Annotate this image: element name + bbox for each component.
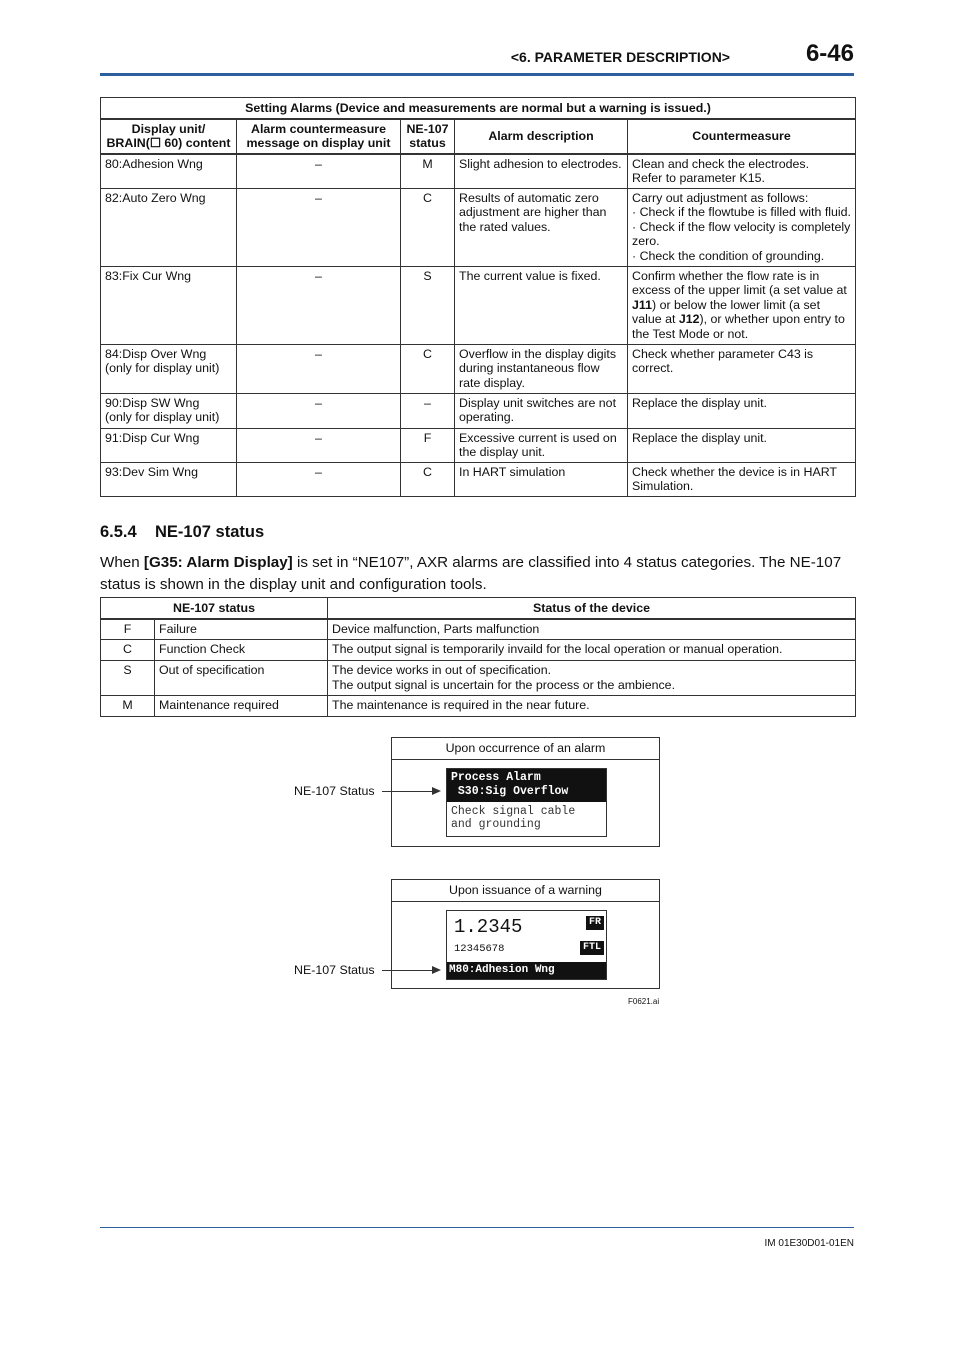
- table-row: 80:Adhesion Wng – M Slight adhesion to electrodes. Clean and check the electrodes. Refer to parameter K15.: [101, 154, 856, 189]
- table-row: S Out of specification The device works in out of specification. The output signal is uncertain for the process or the ambience.: [101, 661, 856, 696]
- table-row: 93:Dev Sim Wng – C In HART simulation Check whether the device is in HART Simulation.: [101, 462, 856, 496]
- ne107-status-label: NE-107 Status: [294, 963, 375, 977]
- arrow-head: [432, 787, 441, 795]
- lcd-line: Process Alarm: [451, 771, 541, 784]
- lcd-subvalue: 12345678: [454, 943, 505, 955]
- table-row: 90:Disp SW Wng (only for display unit) – – Display unit switches are not operating. Replace the display unit.: [101, 393, 856, 428]
- col-countermeasure: Countermeasure: [628, 119, 856, 154]
- ne107-table: [100, 597, 856, 717]
- figure-caption: Upon occurrence of an alarm: [392, 738, 659, 760]
- table-row: 84:Disp Over Wng (only for display unit) – C Overflow in the display digits during instantaneous flow rate display. Check whether parameter C43 is correct.: [101, 344, 856, 393]
- alarm-table: [100, 97, 856, 497]
- figure-id: F0621.ai: [628, 997, 660, 1006]
- col-ne107-status: NE-107 status: [401, 119, 455, 154]
- col-countermeasure-message: Alarm countermeasure message on display unit: [237, 119, 401, 154]
- footer-rule: [100, 1227, 854, 1228]
- arrow-line: [382, 791, 434, 792]
- lcd-line: Check signal cable: [451, 805, 576, 818]
- section-heading: <6. PARAMETER DESCRIPTION>: [510, 49, 730, 65]
- table-row: C Function Check The output signal is temporarily invaild for the local operation or manual operation.: [101, 640, 856, 661]
- table-row: 83:Fix Cur Wng – S The current value is fixed. Confirm whether the flow rate is in excess of the upper limit (a set value at J11) or below the lower limit (a set value at J12), or whether upon entry to the Test Mode or not.: [101, 266, 856, 344]
- page-number: 6-46: [805, 40, 854, 67]
- ne107-status-label: NE-107 Status: [294, 784, 375, 798]
- col-display-unit: Display unit/ BRAIN(☐ 60) content: [101, 119, 237, 154]
- figure-caption: Upon issuance of a warning: [392, 880, 659, 902]
- arrow-head: [432, 966, 441, 974]
- page-header: [100, 40, 854, 76]
- table-row: 82:Auto Zero Wng – C Results of automatic zero adjustment are higher than the rated values. Carry out adjustment as follows: · Check if the flowtube is filled with fluid. · Check if the flow velocity is completely zero. · Check the condition of grounding.: [101, 188, 856, 266]
- lcd-badge-fr: FR: [586, 916, 604, 930]
- lcd-line: S30:Sig Overflow: [451, 785, 569, 798]
- lcd-badge-ftl: FTL: [580, 941, 604, 955]
- section-title: 6.5.4 NE-107 status: [100, 523, 265, 541]
- table-row: M Maintenance required The maintenance is required in the near future.: [101, 696, 856, 717]
- table-caption: Setting Alarms (Device and measurements are normal but a warning is issued.): [101, 98, 856, 119]
- alarm-lcd: [446, 768, 607, 837]
- col-device-status: Status of the device: [328, 598, 856, 619]
- document-id: IM 01E30D01-01EN: [764, 1238, 854, 1249]
- col-ne107-status: NE-107 status: [101, 598, 328, 619]
- table-row: 91:Disp Cur Wng – F Excessive current is used on the display unit. Replace the display unit.: [101, 428, 856, 462]
- table-row: F Failure Device malfunction, Parts malfunction: [101, 619, 856, 640]
- arrow-line: [382, 970, 434, 971]
- intro-paragraph: When [G35: Alarm Display] is set in “NE107”, AXR alarms are classified into 4 status categories. The NE-107 status is shown in the display unit and configuration tools.: [100, 554, 842, 593]
- lcd-status-bar: M80:Adhesion Wng: [447, 962, 606, 979]
- lcd-value: 1.2345: [454, 916, 523, 938]
- col-alarm-description: Alarm description: [455, 119, 628, 154]
- lcd-line: and grounding: [451, 818, 541, 831]
- warning-lcd: [446, 910, 607, 980]
